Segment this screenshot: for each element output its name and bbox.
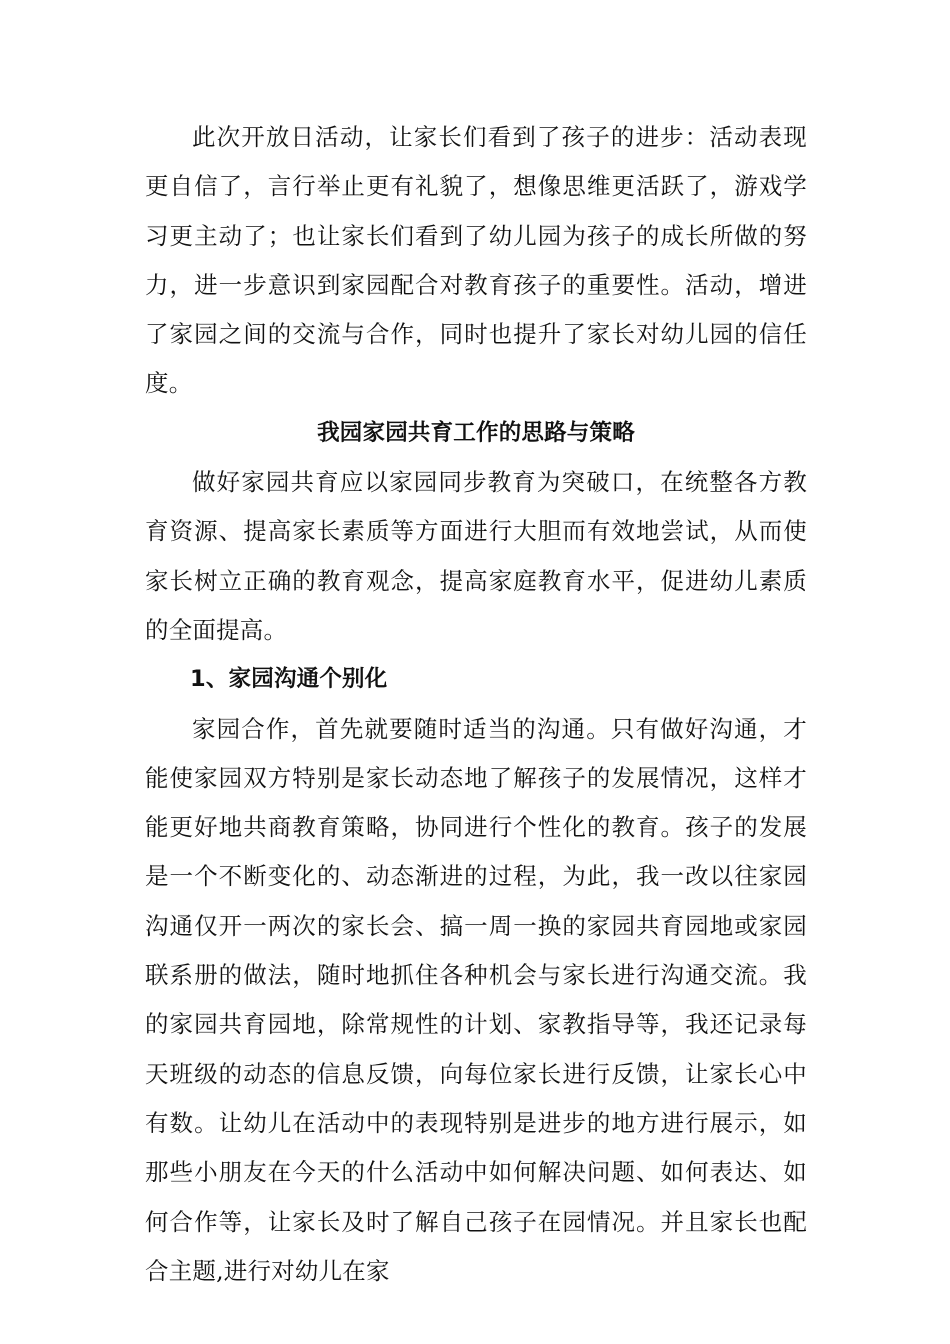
paragraph-open-day-summary: 此次开放日活动，让家长们看到了孩子的进步：活动表现更自信了，言行举止更有礼貌了，想像思维更活跃了，游戏学习更主动了；也让家长们看到了幼儿园为孩子的成长所做的努力，进一步意识到家园配合对教育孩子的重要性。活动，增进了家园之间的交流与合作，同时也提升了家长对幼儿园的信任度。 [145,123,807,398]
subheading-communication: 1、家园沟通个别化 [190,666,388,693]
paragraph-communication-details: 家园合作，首先就要随时适当的沟通。只有做好沟通，才能使家园双方特别是家长动态地了解孩子的发展情况，这样才能更好地共商教育策略，协同进行个性化的教育。孩子的发展是一个不断变化的、动态渐进的过程，为此，我一改以往家园沟通仅开一两次的家长会、搞一周一换的家园共育园地或家园联系册的做法，随时地抓住各种机会与家长进行沟通交流。我的家园共育园地，除常规性的计划、家教指导等，我还记录每天班级的动态的信息反馈，向每位家长进行反馈，让家长心中有数。让幼儿在活动中的表现特别是进步的地方进行展示，如那些小朋友在今天的什么活动中如何解决问题、如何表达、如何合作等，让家长及时了解自己孩子在园情况。并且家长也配合主题,进行对幼儿在家 [145,714,807,1285]
document-body [145,113,807,1296]
section-title: 我园家园共育工作的思路与策略 [317,419,635,446]
paragraph-strategy-intro: 做好家园共育应以家园同步教育为突破口，在统整各方教育资源、提高家长素质等方面进行大胆而有效地尝试，从而使家长树立正确的教育观念，提高家庭教育水平，促进幼儿素质的全面提高。 [145,468,807,644]
